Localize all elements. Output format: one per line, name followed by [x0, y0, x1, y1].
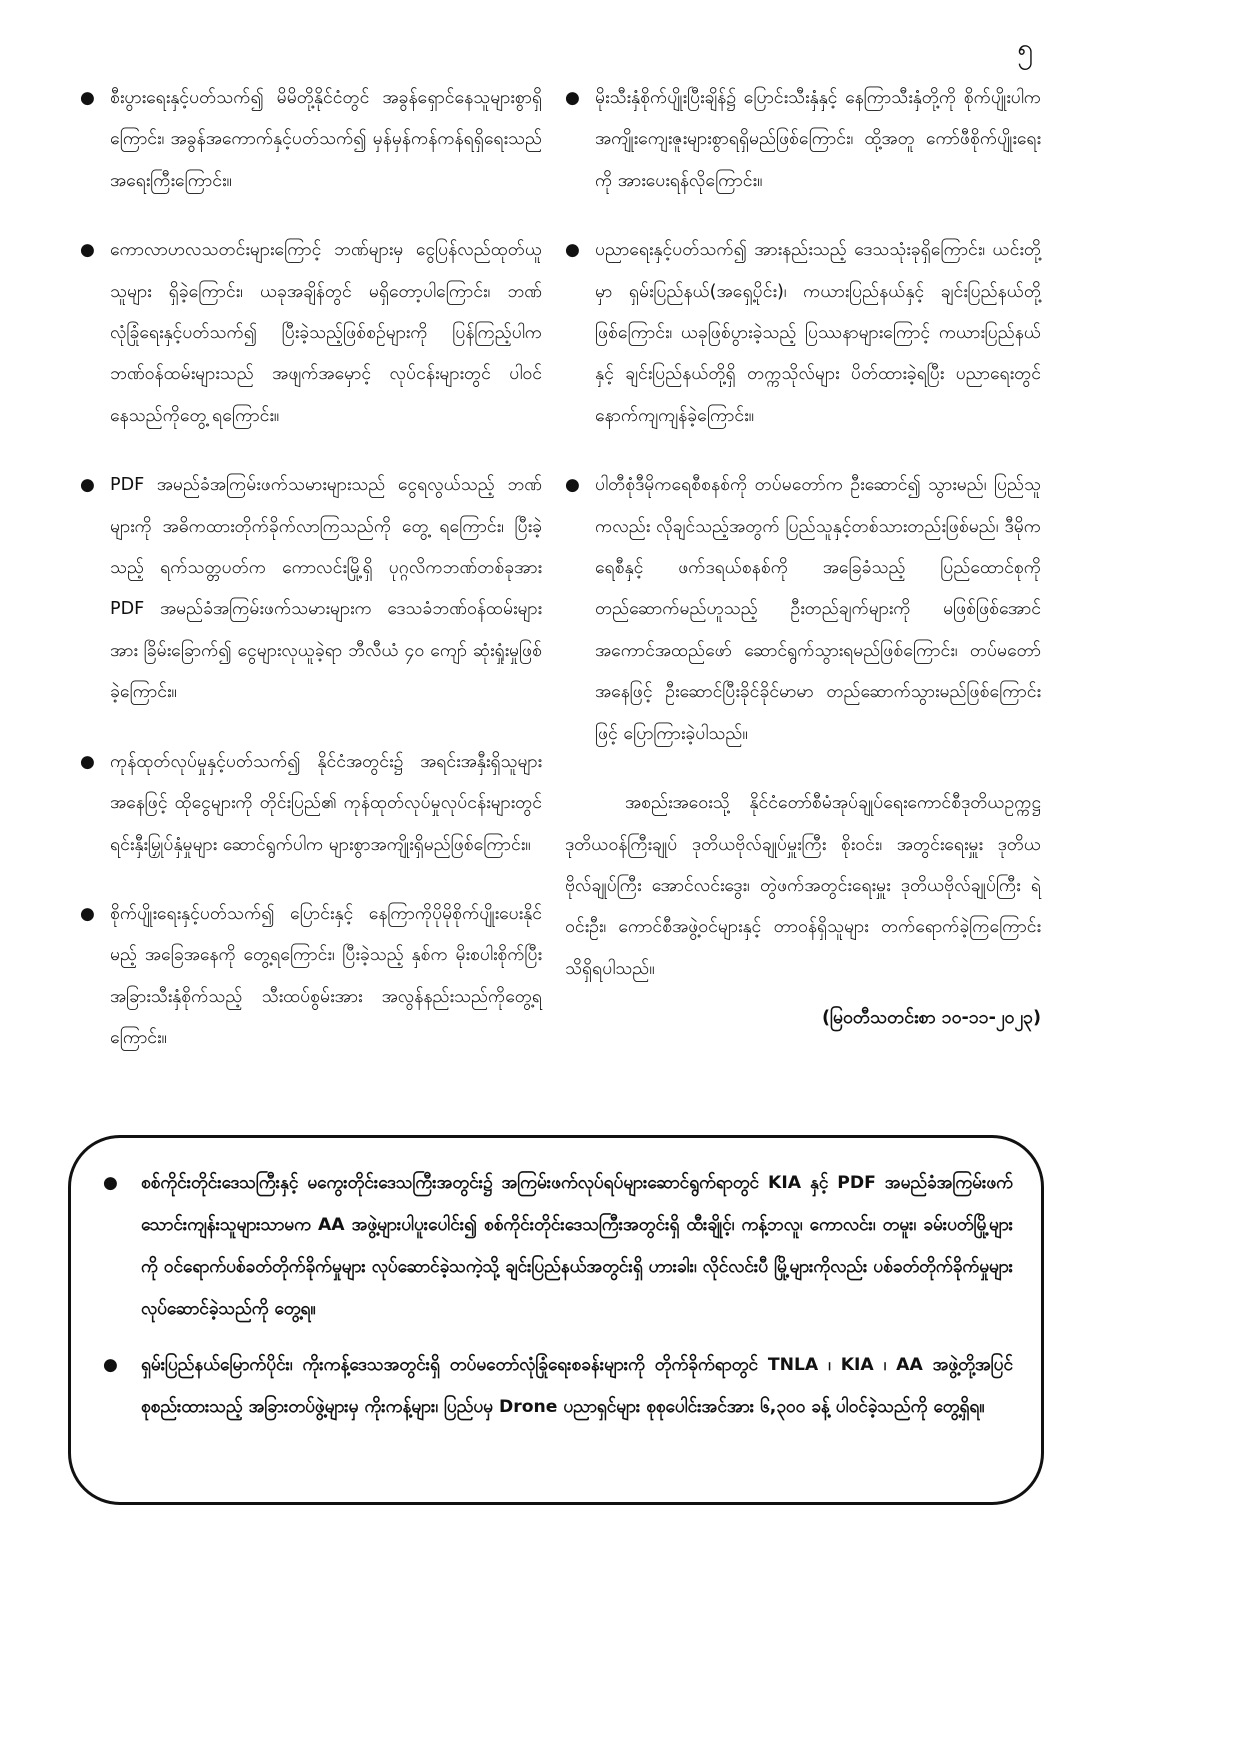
- left-column: [80, 78, 542, 1088]
- bullet-item: [80, 230, 542, 437]
- bullet-text: ● ကုန်ထုတ်လုပ်မှုနှင့်ပတ်သက်၍ နိုင်ငံအတွင်း၌ အရင်းအနှီးရှိသူများအနေဖြင့် ထိုငွေများကို တိုင်းပြည်၏ ကုန်ထုတ်လုပ်မှုလုပ်ငန်းများတွင် ရင်းနှီးမြှုပ်နှံမှုများ ဆောင်ရွက်ပါက များစွာအကျိုးရှိမည်ဖြစ်ကြောင်း။: [110, 751, 542, 855]
- bullet-text: ● စိုက်ပျိုးရေးနှင့်ပတ်သက်၍ ပြောင်းနှင့် နေကြာကိုပိုမိုစိုက်ပျိုးပေးနိုင်မည့် အခြေအနေကို တွေ့ရကြောင်း၊ ပြီးခဲ့သည့် နှစ်က မိုးစပါးစိုက်ပြီး အခြားသီးနှံစိုက်သည့် သီးထပ်စွမ်းအား အလွန်နည်းသည်ကိုတွေ့ရကြောင်း။: [110, 903, 542, 1049]
- page-number: ၅: [1017, 32, 1033, 65]
- box-bullet-item: ● ရှမ်းပြည်နယ်မြောက်ပိုင်း၊ ကိုးကန့်ဒေသအတွင်းရှိ တပ်မတော်လုံခြုံရေးစခန်းများကို တိုက်ခိုက်ရာတွင် TNLA ၊ KIA ၊ AA အဖွဲ့တို့အပြင် စုစည်းထားသည့် အခြားတပ်ဖွဲ့များမှ ကိုးကန့်များ၊ ပြည်ပမှ Drone ပညာရှင်များ စုစုပေါင်းအင်အား ၆,၃၀၀ ခန့် ပါဝင်ခဲ့သည်ကို တွေ့ရှိရ။: [103, 1344, 1013, 1428]
- bullet-item: [565, 78, 1041, 202]
- bullet-item: [80, 742, 542, 866]
- bullet-item: [565, 465, 1041, 755]
- bullet-item: [80, 78, 542, 202]
- bullet-item: [80, 894, 542, 1060]
- bullet-text: ● မိုးသီးနှံစိုက်ပျိုးပြီးချိန်၌ ပြောင်းသီးနှံနှင့် နေကြာသီးနှံတို့ကို စိုက်ပျိုးပါက အကျိုးကျေးဇူးများစွာရရှိမည်ဖြစ်ကြောင်း၊ ထို့အတူ ကော်ဖီစိုက်ပျိုးရေးကို အားပေးရန်လိုကြောင်း။: [595, 88, 1041, 191]
- bullet-text: ● ပညာရေးနှင့်ပတ်သက်၍ အားနည်းသည့် ဒေသသုံးခုရှိကြောင်း၊ ယင်းတို့မှာ ရှမ်းပြည်နယ်(အရှေ့ပိုင်း)၊ ကယားပြည်နယ်နှင့် ချင်းပြည်နယ်တို့ဖြစ်ကြောင်း၊ ယခုဖြစ်ပွားခဲ့သည့် ပြဿနာများကြောင့် ကယားပြည်နယ်နှင့် ချင်းပြည်နယ်တို့ရှိ တက္ကသိုလ်များ ပိတ်ထားခဲ့ရပြီး ပညာရေးတွင် နောက်ကျကျန်ခဲ့ကြောင်း။: [595, 240, 1041, 426]
- bullet-text: ● ပါတီစုံဒီမိုကရေစီစနစ်ကို တပ်မတော်က ဦးဆောင်၍ သွားမည်၊ ပြည်သူကလည်း လိုချင်သည့်အတွက် ပြည်သူနှင့်တစ်သားတည်းဖြစ်မည်၊ ဒီမိုကရေစီနှင့် ဖက်ဒရယ်စနစ်ကို အခြေခံသည့် ပြည်ထောင်စုကို တည်ဆောက်မည်ဟူသည့် ဦးတည်ချက်များကို မဖြစ်ဖြစ်အောင် အကောင်အထည်ဖော် ဆောင်ရွက်သွားရမည်ဖြစ်ကြောင်း၊ တပ်မတော်အနေဖြင့် ဦးဆောင်ပြီးခိုင်ခိုင်မာမာ တည်ဆောက်သွားမည်ဖြစ်ကြောင်းဖြင့် ပြောကြားခဲ့ပါသည်။: [595, 475, 1041, 744]
- bullet-item: [80, 465, 542, 713]
- bullet-text: ● စီးပွားရေးနှင့်ပတ်သက်၍ မိမိတို့နိုင်ငံတွင် အခွန်ရှောင်နေသူများစွာရှိကြောင်း၊ အခွန်အကောက်နှင့်ပတ်သက်၍ မှန်မှန်ကန်ကန်ရရှိရေးသည် အရေးကြီးကြောင်း။: [110, 88, 542, 191]
- closing-paragraph: အစည်းအဝေးသို့ နိုင်ငံတော်စီမံအုပ်ချုပ်ရေးကောင်စီဒုတိယဥက္ကဋ္ဌ ဒုတိယဝန်ကြီးချုပ် ဒုတိယဗိုလ်ချုပ်မှူးကြီး စိုးဝင်း၊ အတွင်းရေးမှူး ဒုတိယဗိုလ်ချုပ်ကြီး အောင်လင်းဒွေး၊ တွဲဖက်အတွင်းရေးမှူး ဒုတိယဗိုလ်ချုပ်ကြီး ရဲဝင်းဦး၊ ကောင်စီအဖွဲ့ဝင်များနှင့် တာဝန်ရှိသူများ တက်ရောက်ခဲ့ကြကြောင်း သိရှိရပါသည်။: [565, 793, 1041, 979]
- highlight-box: [68, 1135, 1044, 1505]
- bullet-item: [565, 230, 1041, 437]
- source-citation: (မြဝတီသတင်းစာ ၁၀-၁၁-၂၀၂၃): [822, 1008, 1041, 1029]
- box-bullet-item: ● စစ်ကိုင်းတိုင်းဒေသကြီးနှင့် မကွေးတိုင်းဒေသကြီးအတွင်း၌ အကြမ်းဖက်လုပ်ရပ်များဆောင်ရွက်ရာတွင် KIA နှင့် PDF အမည်ခံအကြမ်းဖက်သောင်းကျန်းသူများသာမက AA အဖွဲ့များပါပူးပေါင်း၍ စစ်ကိုင်းတိုင်းဒေသကြီးအတွင်းရှိ ထီးချိုင့်၊ ကန့်ဘလူ၊ ကောလင်း၊ တမူး၊ ခမ်းပတ်မြို့များကို ဝင်ရောက်ပစ်ခတ်တိုက်ခိုက်မှုများ လုပ်ဆောင်ခဲ့သကဲ့သို့ ချင်းပြည်နယ်အတွင်းရှိ ဟားခါး၊ လိုင်လင်းပီ မြို့များကိုလည်း ပစ်ခတ်တိုက်ခိုက်မှုများလုပ်ဆောင်ခဲ့သည်ကို တွေ့ရ။: [103, 1162, 1013, 1330]
- bullet-text: ● ကောလာဟလသတင်းများကြောင့် ဘဏ်များမှ ငွေပြန်လည်ထုတ်ယူသူများ ရှိခဲ့ကြောင်း၊ ယခုအချိန်တွင် မရှိတော့ပါကြောင်း၊ ဘဏ်လုံခြုံရေးနှင့်ပတ်သက်၍ ပြီးခဲ့သည့်ဖြစ်စဉ်များကို ပြန်ကြည့်ပါက ဘဏ်ဝန်ထမ်းများသည် အဖျက်အမှောင့် လုပ်ငန်းများတွင် ပါဝင်နေသည်ကိုတွေ့ ရကြောင်း။: [110, 240, 542, 426]
- right-column: [565, 78, 1041, 1040]
- bullet-text: ● PDF အမည်ခံအကြမ်းဖက်သမားများသည် ငွေရလွယ်သည့် ဘဏ်များကို အဓိကထားတိုက်ခိုက်လာကြသည်ကို တွေ့ ရကြောင်း၊ ပြီးခဲ့သည့် ရက်သတ္တပတ်က ကောလင်းမြို့ရှိ ပုဂ္ဂလိကဘဏ်တစ်ခုအား PDF အမည်ခံအကြမ်းဖက်သမားများက ဒေသခံဘဏ်ဝန်ထမ်းများအား ခြိမ်းခြောက်၍ ငွေများလုယူခဲ့ရာ ဘီလီယံ ၄၀ ကျော် ဆုံးရှုံးမှုဖြစ်ခဲ့ကြောင်း။: [110, 475, 542, 703]
